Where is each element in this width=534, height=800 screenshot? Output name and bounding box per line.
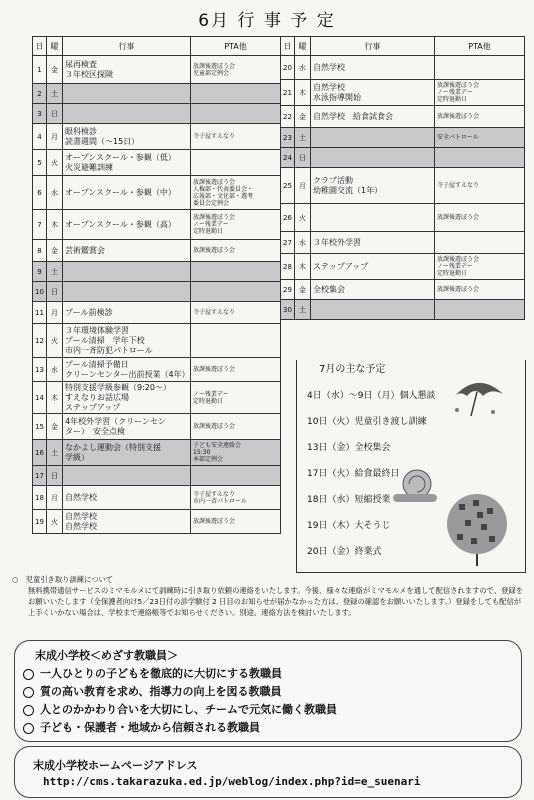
event-cell (63, 262, 191, 282)
schedule-row (33, 150, 281, 176)
event-cell (311, 204, 435, 232)
hydrangea-icon (437, 480, 517, 568)
schedule-row (33, 262, 281, 282)
event-cell (63, 282, 191, 302)
schedule-row (33, 486, 281, 510)
schedule-row (33, 104, 281, 124)
day-cell: 22 (281, 106, 295, 128)
weekday-cell: 水 (295, 232, 311, 254)
event-cell: 特別支援学級参観（9:20～） すえなりお話広場 ステップアップ (63, 382, 191, 414)
day-cell: 10 (33, 282, 47, 302)
event-cell: 自然学校 (63, 486, 191, 510)
event-cell: クラブ活動 幼稚園交流（1年） (311, 168, 435, 204)
day-cell: 30 (281, 300, 295, 320)
schedule-row (281, 106, 525, 128)
schedule-row (33, 440, 281, 466)
weekday-cell: 金 (295, 106, 311, 128)
schedule-row (33, 414, 281, 440)
day-cell: 1 (33, 56, 47, 84)
goals-title: 末成小学校＜めざす教職員＞ (35, 649, 178, 662)
weekday-cell: 木 (295, 254, 311, 280)
weekday-cell: 火 (47, 510, 63, 534)
weekday-cell: 月 (47, 302, 63, 324)
weekday-cell: 日 (295, 148, 311, 168)
col-day: 日 (281, 37, 295, 56)
event-cell: 芸術鑑賞会 (63, 240, 191, 262)
goals-box (14, 640, 522, 742)
pta-cell (191, 262, 281, 282)
circle-icon (23, 723, 34, 734)
pta-cell: 放課後遊ぼう会 ノー残業デー 定時退勤日 (435, 254, 525, 280)
july-item: 18日（水）短縮授業 (307, 495, 391, 505)
schedule-row (33, 382, 281, 414)
pta-cell (435, 148, 525, 168)
pta-cell (191, 104, 281, 124)
july-item: 4日（水）～9日（月）個人懇談 (307, 391, 436, 401)
event-cell (311, 300, 435, 320)
event-cell: 自然学校 給食試食会 (311, 106, 435, 128)
day-cell: 21 (281, 80, 295, 106)
event-cell (63, 84, 191, 104)
pta-cell (191, 150, 281, 176)
pta-cell: 放課後遊ぼう会 (435, 106, 525, 128)
weekday-cell: 月 (47, 486, 63, 510)
schedule-row (33, 302, 281, 324)
june-schedule-left (32, 36, 281, 534)
day-cell: 18 (33, 486, 47, 510)
event-cell: プール清掃予備日 クリーンセンター出前授業（4年） (63, 358, 191, 382)
page-title: 6月 行 事 予 定 (198, 11, 336, 31)
event-cell: オープンスクール・参観（中） (63, 176, 191, 210)
july-item: 17日（火）給食最終日 (307, 469, 400, 479)
july-item: 20日（金）終業式 (307, 547, 382, 557)
circle-icon (23, 705, 34, 716)
weekday-cell: 木 (47, 210, 63, 240)
day-cell: 4 (33, 124, 47, 150)
goal-item: 質の高い教育を求め、指導力の向上を図る教職員 (23, 683, 282, 699)
pta-cell (435, 56, 525, 80)
weekday-cell: 木 (47, 382, 63, 414)
schedule-row (33, 510, 281, 534)
circle-icon (23, 669, 34, 680)
event-cell: ３年校外学習 (311, 232, 435, 254)
event-cell: 尿再検査 ３年校区探険 (63, 56, 191, 84)
event-cell: プール前検診 (63, 302, 191, 324)
day-cell: 20 (281, 56, 295, 80)
schedule-row (33, 84, 281, 104)
weekday-cell: 火 (47, 150, 63, 176)
schedule-row (33, 324, 281, 358)
schedule-row (281, 254, 525, 280)
schedule-row (281, 148, 525, 168)
homepage-box (14, 746, 522, 798)
weekday-cell: 水 (295, 56, 311, 80)
col-day: 日 (33, 37, 47, 56)
pta-cell (435, 232, 525, 254)
pta-cell: 放課後遊ぼう会 (435, 204, 525, 232)
day-cell: 29 (281, 280, 295, 300)
day-cell: 17 (33, 466, 47, 486)
event-cell: ３年環境体験学習 プール清掃 学年下校 市内一斉防犯パトロール (63, 324, 191, 358)
weekday-cell: 月 (47, 124, 63, 150)
pta-cell: 寺子屋すえなり (435, 168, 525, 204)
weekday-cell: 金 (47, 240, 63, 262)
event-cell: なかよし運動会（特別支援 学級） (63, 440, 191, 466)
event-cell: 4年校外学習（クリーンセン ター） 安全点検 (63, 414, 191, 440)
schedule-row (33, 210, 281, 240)
pta-cell: 放課後遊ぼう会 (191, 358, 281, 382)
weekday-cell: 土 (295, 300, 311, 320)
weekday-cell: 日 (47, 104, 63, 124)
day-cell: 14 (33, 382, 47, 414)
schedule-row (33, 56, 281, 84)
june-schedule-right (280, 36, 525, 320)
weekday-cell: 金 (47, 414, 63, 440)
pta-cell: 寺子屋すえなり (191, 302, 281, 324)
pta-cell (191, 466, 281, 486)
event-cell (311, 128, 435, 148)
col-event: 行事 (63, 37, 191, 56)
weekday-cell: 日 (47, 466, 63, 486)
notes-heading: ○ 児童引き取り訓練について (12, 575, 114, 584)
pta-cell (191, 84, 281, 104)
weekday-cell: 金 (295, 280, 311, 300)
day-cell: 6 (33, 176, 47, 210)
col-pta: PTA他 (191, 37, 281, 56)
schedule-row (281, 56, 525, 80)
circle-icon (23, 687, 34, 698)
day-cell: 7 (33, 210, 47, 240)
homepage-url[interactable]: http://cms.takarazuka.ed.jp/weblog/index.php?id=e_suenari (43, 775, 421, 788)
day-cell: 11 (33, 302, 47, 324)
pta-cell: 寺子屋すえなり 市内一斉パトロール (191, 486, 281, 510)
day-cell: 24 (281, 148, 295, 168)
day-cell: 16 (33, 440, 47, 466)
event-cell: オープンスクール・参観（高） (63, 210, 191, 240)
weekday-cell: 月 (295, 168, 311, 204)
schedule-row (281, 232, 525, 254)
homepage-title: 末成小学校ホームページアドレス (33, 759, 198, 772)
pta-cell: 放課後遊ぼう会 (191, 240, 281, 262)
pta-cell: 放課後遊ぼう会 (191, 510, 281, 534)
schedule-row (33, 124, 281, 150)
pta-cell: 安全パトロール (435, 128, 525, 148)
event-cell: 眼科検診 読書週間（～15日） (63, 124, 191, 150)
weekday-cell: 土 (295, 128, 311, 148)
july-item: 10日（火）児童引き渡し訓練 (307, 417, 427, 427)
event-cell: 自然学校 (311, 56, 435, 80)
day-cell: 2 (33, 84, 47, 104)
schedule-row (281, 300, 525, 320)
day-cell: 23 (281, 128, 295, 148)
col-event: 行事 (311, 37, 435, 56)
col-weekday: 曜 (295, 37, 311, 56)
day-cell: 3 (33, 104, 47, 124)
day-cell: 28 (281, 254, 295, 280)
day-cell: 25 (281, 168, 295, 204)
pta-cell (435, 300, 525, 320)
day-cell: 27 (281, 232, 295, 254)
schedule-row (281, 80, 525, 106)
day-cell: 12 (33, 324, 47, 358)
schedule-row (33, 282, 281, 302)
umbrella-icon (447, 374, 507, 418)
event-cell: 全校集会 (311, 280, 435, 300)
schedule-row (281, 204, 525, 232)
day-cell: 8 (33, 240, 47, 262)
event-cell (311, 148, 435, 168)
notes-body: 無料携帯通信サービスのミマモルメにて訓練時に引き取り依頼の連絡をいたします。今後、様々な連絡がミマモルメを通して配信されますので、登録をお願いいたします（全保護者向け5／23日付の診学験付 2 日目のお知らせが届かなかった方は、登録の確認をお願いいたします。）登録をしても配信が上手くいかない場合は、学校まで連絡帳等でお知らせください。別途、連絡方法を検討いたします。 (28, 586, 524, 617)
weekday-cell: 水 (47, 358, 63, 382)
day-cell: 9 (33, 262, 47, 282)
day-cell: 13 (33, 358, 47, 382)
schedule-row (33, 240, 281, 262)
schedule-row (281, 128, 525, 148)
july-title: 7月の主な予定 (319, 364, 386, 375)
event-cell: オープンスクール・参観（低） 火災避難訓練 (63, 150, 191, 176)
schedule-row (281, 280, 525, 300)
day-cell: 5 (33, 150, 47, 176)
weekday-cell: 日 (47, 282, 63, 302)
goal-item: 子ども・保護者・地域から信頼される教職員 (23, 719, 260, 735)
july-schedule-box (296, 360, 526, 573)
pta-cell: 放課後遊ぼう会 (191, 414, 281, 440)
goal-item: 人とのかかわり合いを大切にし、チームで元気に働く教職員 (23, 701, 337, 717)
weekday-cell: 土 (47, 84, 63, 104)
july-item: 13日（金）全校集会 (307, 443, 391, 453)
schedule-row (33, 176, 281, 210)
pta-cell: 放課後遊ぼう会 児童部定例会 (191, 56, 281, 84)
pta-cell: 放課後遊ぼう会 ノー残業デー 定時退勤日 (191, 210, 281, 240)
day-cell: 19 (33, 510, 47, 534)
weekday-cell: 土 (47, 262, 63, 282)
weekday-cell: 金 (47, 56, 63, 84)
schedule-row (33, 466, 281, 486)
notes-section (12, 574, 524, 618)
pta-cell: 放課後遊ぼう会 ノー残業デー 定時退勤日 (435, 80, 525, 106)
pta-cell (191, 282, 281, 302)
day-cell: 26 (281, 204, 295, 232)
goal-item: 一人ひとりの子どもを徹底的に大切にする教職員 (23, 665, 282, 681)
schedule-row (281, 168, 525, 204)
weekday-cell: 火 (295, 204, 311, 232)
pta-cell: ノー残業デー 定時退勤日 (191, 382, 281, 414)
pta-cell: 寺子屋すえなり (191, 124, 281, 150)
pta-cell: 子ども安全連絡会 15:30 本部定例会 (191, 440, 281, 466)
weekday-cell: 火 (47, 324, 63, 358)
event-cell (63, 104, 191, 124)
event-cell: 自然学校 自然学校 (63, 510, 191, 534)
schedule-row (33, 358, 281, 382)
weekday-cell: 木 (295, 80, 311, 106)
day-cell: 15 (33, 414, 47, 440)
event-cell (63, 466, 191, 486)
pta-cell (191, 324, 281, 358)
event-cell: ステップアップ (311, 254, 435, 280)
weekday-cell: 水 (47, 176, 63, 210)
col-pta: PTA他 (435, 37, 525, 56)
pta-cell: 放課後遊ぼう会 (435, 280, 525, 300)
july-item: 19日（木）大そうじ (307, 521, 391, 531)
col-weekday: 曜 (47, 37, 63, 56)
pta-cell: 放課後遊ぼう会 人権部・代表委員会・ 広報部・文化部・選考 委員会定例会 (191, 176, 281, 210)
weekday-cell: 土 (47, 440, 63, 466)
event-cell: 自然学校 水泳指導開始 (311, 80, 435, 106)
